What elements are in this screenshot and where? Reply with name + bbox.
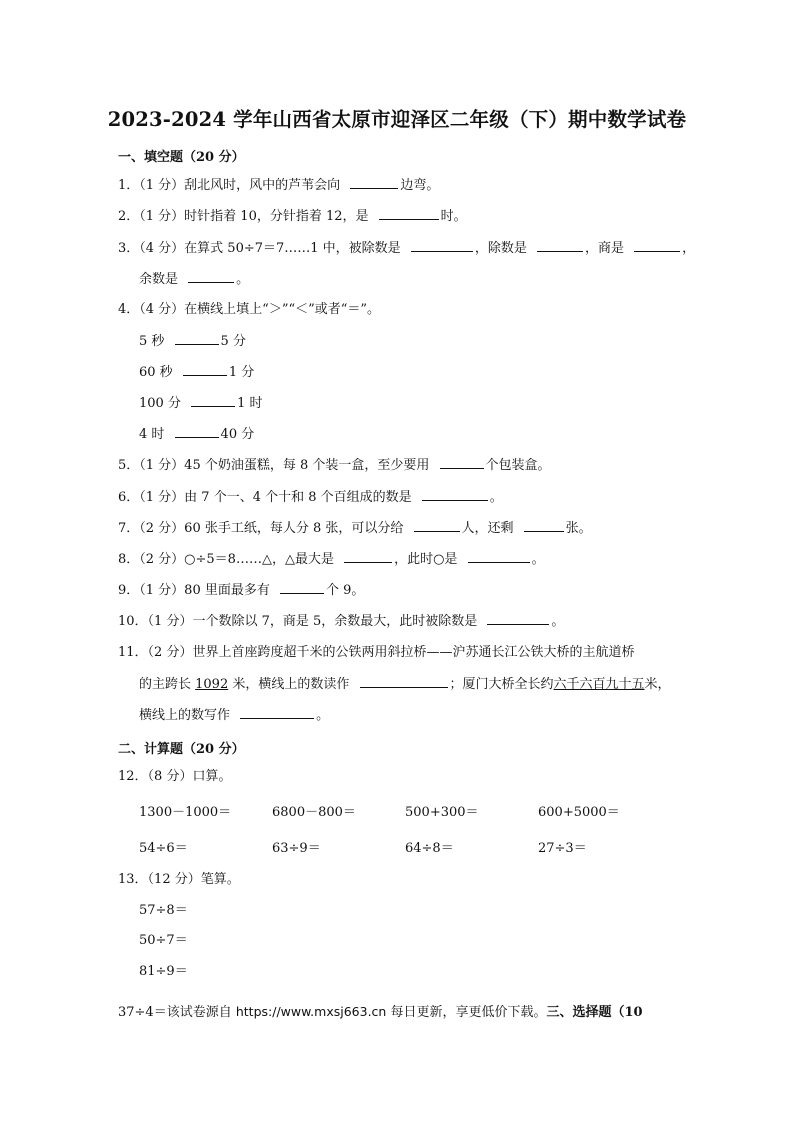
mental-calc-item: 500+300＝ bbox=[405, 805, 479, 820]
question-2-suffix: 时。 bbox=[440, 209, 467, 224]
footer-text: 37÷4＝该试卷源自 bbox=[118, 1005, 236, 1020]
compare-right: 1 时 bbox=[237, 396, 263, 411]
question-11-text: 米， bbox=[644, 677, 671, 692]
question-3-remainder-label: 余数是 bbox=[139, 272, 183, 287]
answer-blank bbox=[188, 270, 234, 283]
answer-blank bbox=[524, 519, 564, 532]
footer-text: 每日更新，享更低价下载。 bbox=[386, 1005, 547, 1020]
answer-blank bbox=[468, 550, 530, 563]
question-9-text: 9．（1 分）80 里面最多有 bbox=[118, 583, 274, 598]
section-fill-in-heading: 一、填空题（20 分） bbox=[118, 150, 245, 165]
mental-calc-item: 600+5000＝ bbox=[538, 805, 620, 820]
section-choice-heading: 三、选择题（10 bbox=[546, 1005, 643, 1020]
compare-left: 5 秒 bbox=[139, 334, 169, 349]
question-9 bbox=[118, 581, 364, 600]
question-1-text: 1．（1 分）刮北风时，风中的芦苇会向 bbox=[118, 178, 345, 193]
question-4: 4．（4 分）在横线上填上“＞”“＜”或者“＝”。 bbox=[118, 302, 381, 317]
question-11-text: 米，横线上的数读作 bbox=[228, 677, 354, 692]
answer-blank bbox=[440, 456, 484, 469]
question-3-comma: ， bbox=[682, 241, 696, 256]
question-10-suffix: 。 bbox=[551, 614, 565, 629]
question-2-text: 2．（1 分）时针指着 10，分针指着 12，是 bbox=[118, 209, 373, 224]
question-13: 13．（12 分）笔算。 bbox=[118, 872, 240, 887]
question-11-end: 。 bbox=[316, 708, 330, 723]
mental-calc-item: 64÷8＝ bbox=[405, 841, 454, 856]
question-5-suffix: 个包装盒。 bbox=[485, 458, 551, 473]
answer-blank bbox=[360, 675, 448, 688]
question-8-mid: ，此时○是 bbox=[394, 552, 462, 567]
mental-calc-item: 54÷6＝ bbox=[139, 841, 188, 856]
answer-blank bbox=[634, 239, 680, 252]
compare-left: 100 分 bbox=[139, 396, 186, 411]
answer-blank bbox=[240, 706, 314, 719]
question-6 bbox=[118, 488, 503, 507]
answer-blank bbox=[379, 207, 439, 220]
underlined-number-words: 六千六百九十五 bbox=[553, 677, 645, 692]
question-7-text: 7．（2 分）60 张手工纸，每人分 8 张，可以分给 bbox=[118, 521, 408, 536]
compare-left: 4 时 bbox=[139, 427, 169, 442]
compare-row bbox=[139, 394, 262, 413]
question-7-suffix: 张。 bbox=[565, 521, 592, 536]
question-11: 11．（2 分）世界上首座跨度超千米的公铁两用斜拉桥——沪苏通长江公铁大桥的主航道桥 bbox=[118, 645, 635, 660]
written-calc-item: 50÷7＝ bbox=[139, 933, 188, 948]
written-calc-item: 81÷9＝ bbox=[139, 964, 188, 979]
question-10 bbox=[118, 612, 564, 631]
question-11-line2 bbox=[139, 675, 671, 694]
question-9-suffix: 个 9。 bbox=[325, 583, 365, 598]
question-8-suffix: 。 bbox=[531, 552, 545, 567]
question-3-text: 3．（4 分）在算式 50÷7＝7……1 中，被除数是 bbox=[118, 241, 405, 256]
question-1-suffix: 边弯。 bbox=[400, 178, 440, 193]
compare-left: 60 秒 bbox=[139, 365, 177, 380]
question-1 bbox=[118, 176, 439, 195]
underlined-number: 1092 bbox=[195, 677, 229, 692]
question-10-text: 10．（1 分）一个数除以 7，商是 5，余数最大，此时被除数是 bbox=[118, 614, 482, 629]
answer-blank bbox=[280, 581, 324, 594]
answer-blank bbox=[350, 176, 398, 189]
question-3-quotient-label: ，商是 bbox=[584, 241, 629, 256]
question-8-text: 8．（2 分）○÷5＝8……△，△最大是 bbox=[118, 552, 339, 567]
mental-calc-item: 6800－800＝ bbox=[272, 805, 356, 820]
compare-row bbox=[139, 332, 246, 351]
answer-blank bbox=[411, 239, 473, 252]
source-link[interactable]: https://www.mxsj663.cn bbox=[235, 1004, 387, 1019]
question-2 bbox=[118, 207, 467, 226]
question-5 bbox=[118, 456, 551, 475]
question-3 bbox=[118, 239, 695, 258]
footer-source-line bbox=[118, 1001, 643, 1020]
question-11-line3 bbox=[139, 706, 329, 725]
question-11-text: 的主跨长 bbox=[139, 677, 196, 692]
compare-right: 1 分 bbox=[228, 365, 255, 380]
written-calc-item: 57÷8＝ bbox=[139, 903, 188, 918]
section-calculation-heading: 二、计算题（20 分） bbox=[118, 742, 245, 757]
compare-row bbox=[139, 363, 254, 382]
question-5-text: 5．（1 分）45 个奶油蛋糕，每 8 个装一盒，至少要用 bbox=[118, 458, 434, 473]
mental-calc-item: 1300－1000＝ bbox=[139, 805, 232, 820]
mental-calc-item: 63÷9＝ bbox=[272, 841, 321, 856]
answer-blank bbox=[487, 612, 549, 625]
question-3-divisor-label: ，除数是 bbox=[474, 241, 531, 256]
compare-row bbox=[139, 425, 254, 444]
question-7 bbox=[118, 519, 592, 538]
question-11-text: 横线上的数写作 bbox=[139, 708, 235, 723]
question-11-text: ；厦门大桥全长约 bbox=[449, 677, 554, 692]
question-3-end: 。 bbox=[236, 272, 250, 287]
answer-blank bbox=[414, 519, 460, 532]
compare-right: 40 分 bbox=[220, 427, 255, 442]
exam-title: 2023-2024 学年山西省太原市迎泽区二年级（下）期中数学试卷 bbox=[107, 108, 687, 131]
answer-blank bbox=[183, 363, 227, 376]
answer-blank bbox=[175, 332, 219, 345]
answer-blank bbox=[344, 550, 392, 563]
answer-blank bbox=[191, 394, 235, 407]
answer-blank bbox=[422, 488, 488, 501]
answer-blank bbox=[537, 239, 583, 252]
question-6-text: 6．（1 分）由 7 个一、4 个十和 8 个百组成的数是 bbox=[118, 490, 416, 505]
question-8 bbox=[118, 550, 545, 569]
mental-calc-item: 27÷3＝ bbox=[538, 841, 587, 856]
question-12: 12．（8 分）口算。 bbox=[118, 769, 232, 784]
question-6-suffix: 。 bbox=[489, 490, 503, 505]
question-7-mid: 人，还剩 bbox=[461, 521, 518, 536]
compare-right: 5 分 bbox=[220, 334, 246, 349]
question-3-line2 bbox=[139, 270, 249, 289]
answer-blank bbox=[175, 425, 219, 438]
